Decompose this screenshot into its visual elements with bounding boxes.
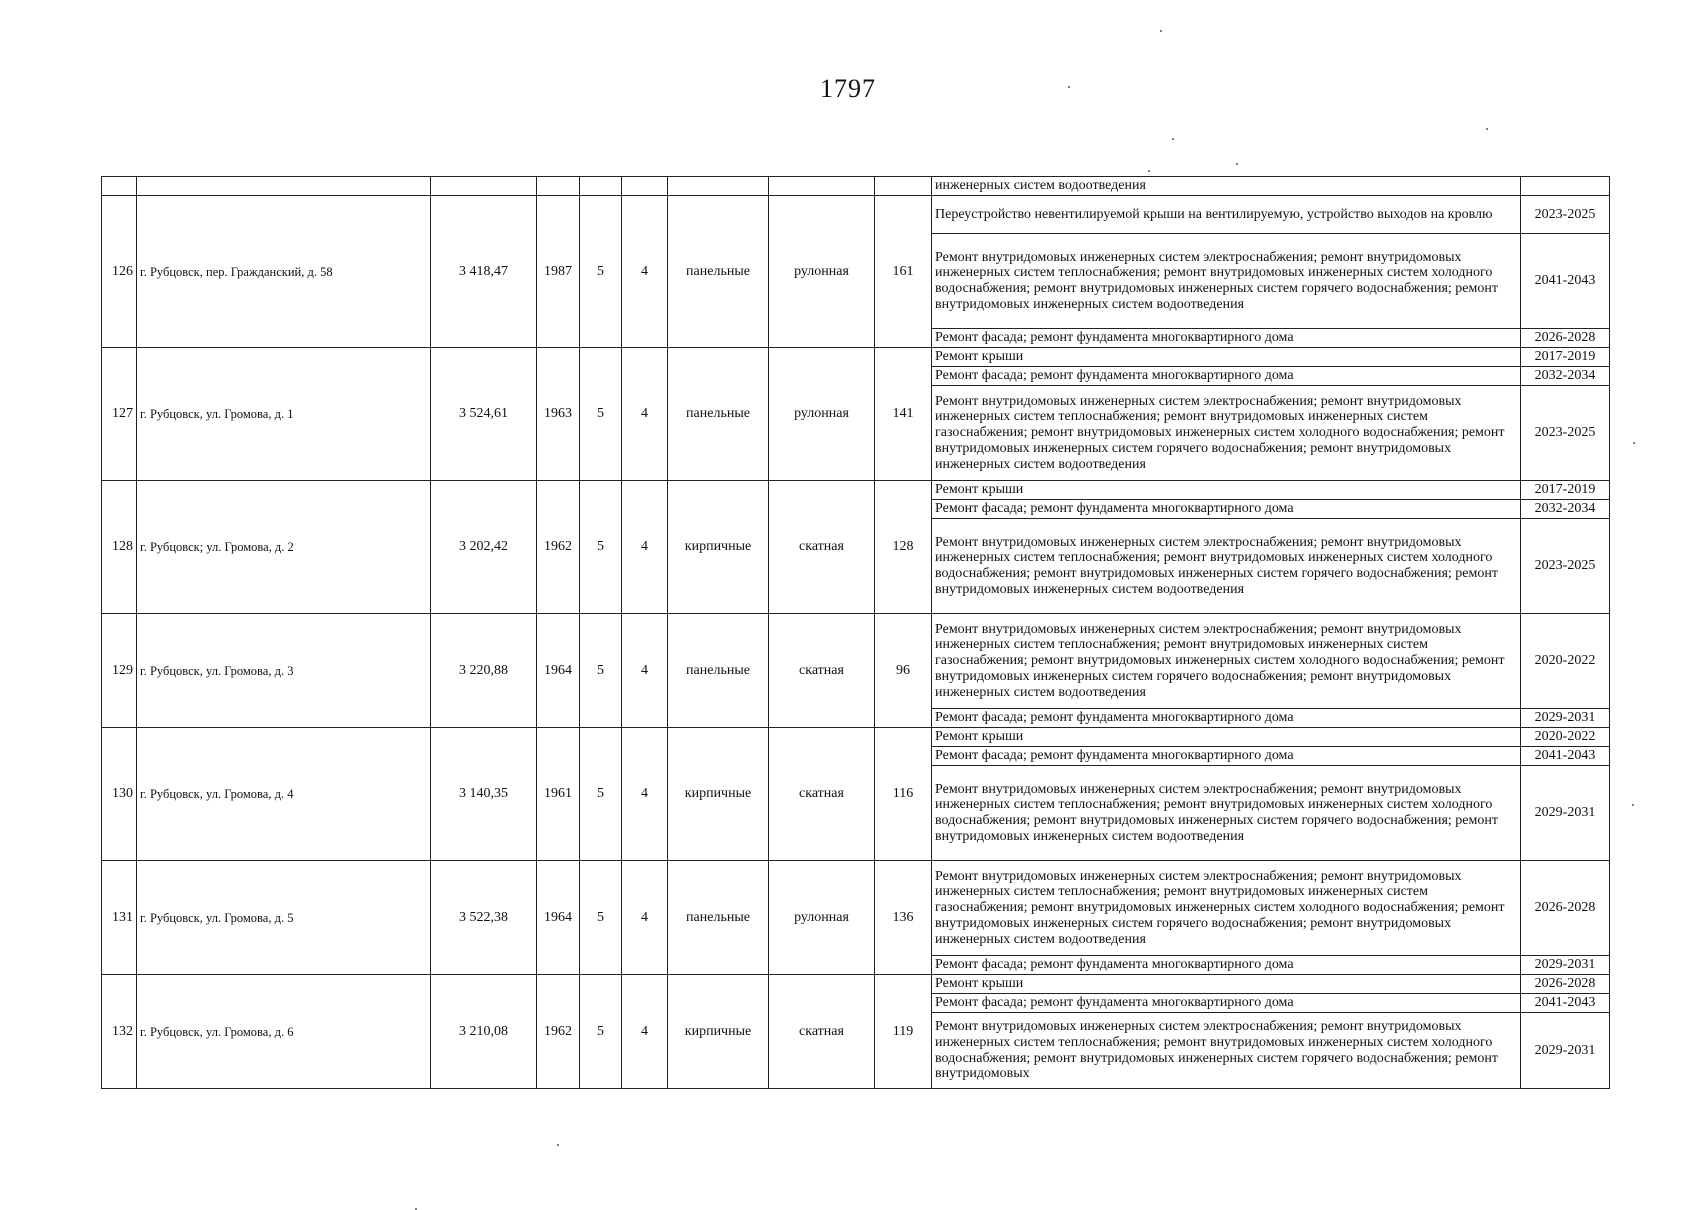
- work-period: 2026-2028: [1521, 329, 1610, 348]
- work-period: 2020-2022: [1521, 614, 1610, 709]
- work-description: Ремонт внутридомовых инженерных систем электроснабжения; ремонт внутридомовых инженерных систем теплоснабжения; ремонт внутридомовых инженерных систем холодного водоснабжения; ремонт внутридомовых инженерных систем горячего водоснабжения; ремонт внутридомовых инженерных систем водоотведения: [932, 766, 1521, 861]
- table-row: [102, 728, 1610, 747]
- table-row: [102, 614, 1610, 709]
- row-number: 126: [102, 196, 137, 348]
- work-description: Ремонт фасада; ремонт фундамента многоквартирного дома: [932, 500, 1521, 519]
- year-cell: 1962: [537, 481, 580, 614]
- work-description: Ремонт крыши: [932, 728, 1521, 747]
- work-description: Ремонт внутридомовых инженерных систем электроснабжения; ремонт внутридомовых инженерных систем теплоснабжения; ремонт внутридомовых инженерных систем газоснабжения; ремонт внутридомовых инженерных систем холодного водоснабжения; ремонт внутридомовых инженерных систем горячего водоснабжения; ремонт внутридомовых инженерных систем водоотведения: [932, 861, 1521, 956]
- work-description: Ремонт фасада; ремонт фундамента многоквартирного дома: [932, 956, 1521, 975]
- residents-cell: 116: [875, 728, 932, 861]
- row-number: 127: [102, 348, 137, 481]
- work-period: 2029-2031: [1521, 956, 1610, 975]
- table-row: [102, 975, 1610, 994]
- entrances-cell: 4: [622, 861, 668, 975]
- address-cell: г. Рубцовск; ул. Громова, д. 2: [137, 481, 431, 614]
- empty-cell: [580, 177, 622, 196]
- scan-speck: [1148, 170, 1150, 172]
- roof-type-cell: скатная: [769, 481, 875, 614]
- walls-material-cell: кирпичные: [668, 975, 769, 1089]
- work-period: 2023-2025: [1521, 196, 1610, 234]
- work-description: Ремонт фасада; ремонт фундамента многоквартирного дома: [932, 747, 1521, 766]
- work-description: Ремонт крыши: [932, 481, 1521, 500]
- work-period: 2017-2019: [1521, 481, 1610, 500]
- table-row: [102, 196, 1610, 234]
- table-row: [102, 348, 1610, 367]
- work-period: 2029-2031: [1521, 709, 1610, 728]
- empty-cell: [769, 177, 875, 196]
- scan-speck: [1632, 804, 1634, 806]
- floors-cell: 5: [580, 861, 622, 975]
- year-cell: 1987: [537, 196, 580, 348]
- table-body: [102, 177, 1610, 1089]
- row-number: 132: [102, 975, 137, 1089]
- entrances-cell: 4: [622, 728, 668, 861]
- walls-material-cell: кирпичные: [668, 481, 769, 614]
- work-period: 2029-2031: [1521, 766, 1610, 861]
- year-cell: 1964: [537, 861, 580, 975]
- work-description: Ремонт фасада; ремонт фундамента многоквартирного дома: [932, 329, 1521, 348]
- work-description: Ремонт внутридомовых инженерных систем электроснабжения; ремонт внутридомовых инженерных систем теплоснабжения; ремонт внутридомовых инженерных систем газоснабжения; ремонт внутридомовых инженерных систем холодного водоснабжения; ремонт внутридомовых инженерных систем горячего водоснабжения; ремонт внутридомовых инженерных систем водоотведения: [932, 614, 1521, 709]
- work-period: 2017-2019: [1521, 348, 1610, 367]
- row-number: 130: [102, 728, 137, 861]
- roof-type-cell: рулонная: [769, 196, 875, 348]
- entrances-cell: 4: [622, 196, 668, 348]
- work-description: Ремонт крыши: [932, 348, 1521, 367]
- area-cell: 3 220,88: [431, 614, 537, 728]
- area-cell: 3 210,08: [431, 975, 537, 1089]
- address-cell: г. Рубцовск, ул. Громова, д. 4: [137, 728, 431, 861]
- area-cell: 3 202,42: [431, 481, 537, 614]
- roof-type-cell: скатная: [769, 614, 875, 728]
- work-period: [1521, 177, 1610, 196]
- empty-cell: [875, 177, 932, 196]
- work-period: 2020-2022: [1521, 728, 1610, 747]
- residents-cell: 161: [875, 196, 932, 348]
- scan-speck: [1068, 86, 1070, 88]
- row-number: 129: [102, 614, 137, 728]
- floors-cell: 5: [580, 481, 622, 614]
- page-number: 1797: [820, 74, 876, 103]
- residents-cell: 136: [875, 861, 932, 975]
- scan-speck: [1172, 138, 1174, 140]
- roof-type-cell: скатная: [769, 728, 875, 861]
- roof-type-cell: скатная: [769, 975, 875, 1089]
- walls-material-cell: панельные: [668, 861, 769, 975]
- floors-cell: 5: [580, 348, 622, 481]
- area-cell: 3 418,47: [431, 196, 537, 348]
- year-cell: 1963: [537, 348, 580, 481]
- area-cell: 3 140,35: [431, 728, 537, 861]
- address-cell: г. Рубцовск, ул. Громова, д. 3: [137, 614, 431, 728]
- continuation-row: [102, 177, 1610, 196]
- area-cell: 3 524,61: [431, 348, 537, 481]
- year-cell: 1964: [537, 614, 580, 728]
- floors-cell: 5: [580, 614, 622, 728]
- work-period: 2026-2028: [1521, 975, 1610, 994]
- floors-cell: 5: [580, 728, 622, 861]
- work-period: 2041-2043: [1521, 994, 1610, 1013]
- walls-material-cell: кирпичные: [668, 728, 769, 861]
- area-cell: 3 522,38: [431, 861, 537, 975]
- scan-speck: [1160, 30, 1162, 32]
- address-cell: г. Рубцовск, ул. Громова, д. 1: [137, 348, 431, 481]
- work-description: Ремонт внутридомовых инженерных систем электроснабжения; ремонт внутридомовых инженерных систем теплоснабжения; ремонт внутридомовых инженерных систем газоснабжения; ремонт внутридомовых инженерных систем холодного водоснабжения; ремонт внутридомовых инженерных систем горячего водоснабжения; ремонт внутридомовых инженерных систем водоотведения: [932, 386, 1521, 481]
- scan-speck: [1236, 163, 1238, 165]
- table-row: [102, 861, 1610, 956]
- empty-cell: [431, 177, 537, 196]
- work-description: Переустройство невентилируемой крыши на вентилируемую, устройство выходов на кровлю: [932, 196, 1521, 234]
- work-period: 2032-2034: [1521, 500, 1610, 519]
- year-cell: 1962: [537, 975, 580, 1089]
- work-description: Ремонт фасада; ремонт фундамента многоквартирного дома: [932, 994, 1521, 1013]
- work-period: 2029-2031: [1521, 1013, 1610, 1089]
- scan-speck: [1486, 128, 1488, 130]
- floors-cell: 5: [580, 975, 622, 1089]
- work-description: Ремонт внутридомовых инженерных систем электроснабжения; ремонт внутридомовых инженерных систем теплоснабжения; ремонт внутридомовых инженерных систем холодного водоснабжения; ремонт внутридомовых инженерных систем горячего водоснабжения; ремонт внутридомовых инженерных систем водоотведения: [932, 519, 1521, 614]
- row-number: 131: [102, 861, 137, 975]
- empty-cell: [137, 177, 431, 196]
- table-row: [102, 481, 1610, 500]
- entrances-cell: 4: [622, 975, 668, 1089]
- work-description: Ремонт внутридомовых инженерных систем электроснабжения; ремонт внутридомовых инженерных систем теплоснабжения; ремонт внутридомовых инженерных систем холодного водоснабжения; ремонт внутридомовых инженерных систем горячего водоснабжения; ремонт внутридомовых инженерных систем водоотведения: [932, 234, 1521, 329]
- walls-material-cell: панельные: [668, 614, 769, 728]
- work-description: Ремонт фасада; ремонт фундамента многоквартирного дома: [932, 709, 1521, 728]
- row-number: 128: [102, 481, 137, 614]
- entrances-cell: 4: [622, 348, 668, 481]
- entrances-cell: 4: [622, 614, 668, 728]
- address-cell: г. Рубцовск, ул. Громова, д. 6: [137, 975, 431, 1089]
- work-period: 2032-2034: [1521, 367, 1610, 386]
- residents-cell: 141: [875, 348, 932, 481]
- walls-material-cell: панельные: [668, 348, 769, 481]
- work-description: инженерных систем водоотведения: [932, 177, 1521, 196]
- address-cell: г. Рубцовск, пер. Гражданский, д. 58: [137, 196, 431, 348]
- residents-cell: 96: [875, 614, 932, 728]
- entrances-cell: 4: [622, 481, 668, 614]
- residents-cell: 119: [875, 975, 932, 1089]
- empty-cell: [102, 177, 137, 196]
- work-period: 2023-2025: [1521, 386, 1610, 481]
- residents-cell: 128: [875, 481, 932, 614]
- empty-cell: [668, 177, 769, 196]
- year-cell: 1961: [537, 728, 580, 861]
- housing-repair-table: [101, 176, 1610, 1089]
- scan-speck: [557, 1144, 559, 1146]
- scan-speck: [1633, 442, 1635, 444]
- work-description: Ремонт фасада; ремонт фундамента многоквартирного дома: [932, 367, 1521, 386]
- empty-cell: [537, 177, 580, 196]
- work-description: Ремонт крыши: [932, 975, 1521, 994]
- empty-cell: [622, 177, 668, 196]
- work-description: Ремонт внутридомовых инженерных систем электроснабжения; ремонт внутридомовых инженерных систем теплоснабжения; ремонт внутридомовых инженерных систем холодного водоснабжения; ремонт внутридомовых инженерных систем горячего водоснабжения; ремонт внутридомовых: [932, 1013, 1521, 1089]
- work-period: 2041-2043: [1521, 747, 1610, 766]
- work-period: 2041-2043: [1521, 234, 1610, 329]
- floors-cell: 5: [580, 196, 622, 348]
- roof-type-cell: рулонная: [769, 861, 875, 975]
- address-cell: г. Рубцовск, ул. Громова, д. 5: [137, 861, 431, 975]
- work-period: 2026-2028: [1521, 861, 1610, 956]
- walls-material-cell: панельные: [668, 196, 769, 348]
- roof-type-cell: рулонная: [769, 348, 875, 481]
- work-period: 2023-2025: [1521, 519, 1610, 614]
